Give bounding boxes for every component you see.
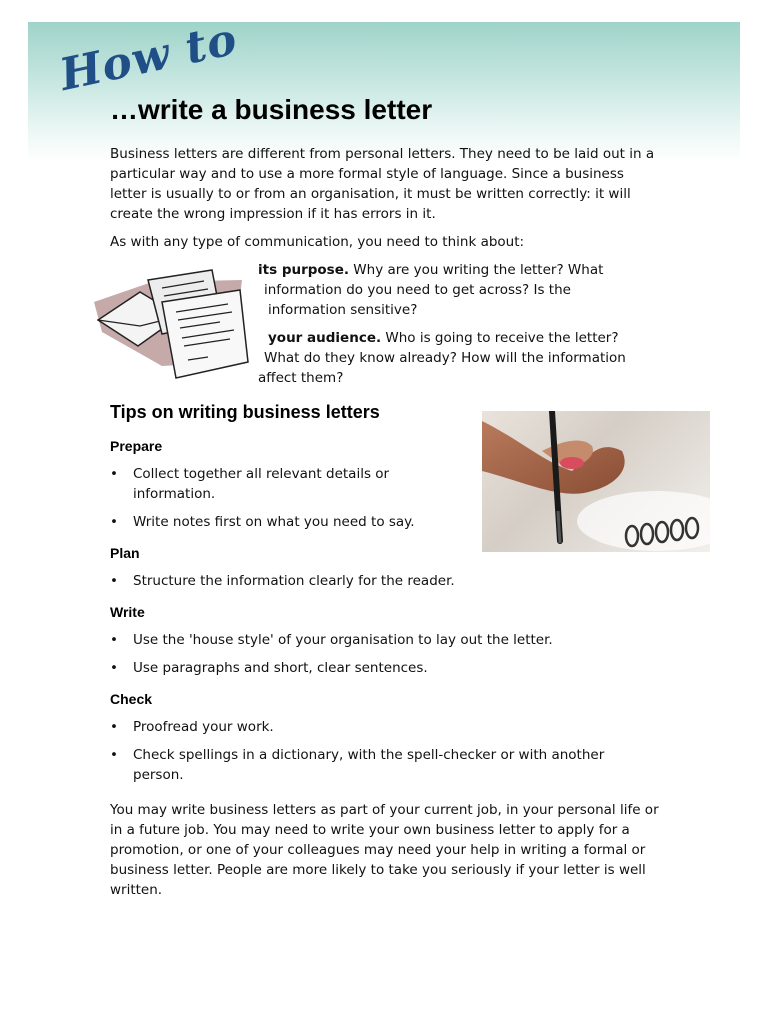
plan-heading: Plan <box>110 545 140 561</box>
audience-point: your audience. Who is going to receive the letter? What do they know already? How will the information affect them? <box>258 330 626 386</box>
list-item: • Use paragraphs and short, clear sentences. <box>110 660 428 676</box>
how-to-script-title: How to <box>55 13 242 102</box>
intro-paragraph: Business letters are different from personal letters. They need to be laid out in a particular way and to use a more formal style of language. Since a business letter is usually to or from an organisation, it must be written correctly: it will create the wrong impression if it has errors in it. <box>110 146 655 222</box>
intro-lead: As with any type of communication, you need to think about: <box>110 234 525 250</box>
check-heading: Check <box>110 691 153 707</box>
closing-paragraph: You may write business letters as part of your current job, in your personal life or in a future job. You may need to write your own business letter to apply for a promotion, or one of your colleagues may need your help in writing a formal or business letter. People are more likely to take you seriously if your letter is well written. <box>110 802 659 898</box>
purpose-point: its purpose. Why are you writing the letter? What information do you need to get across? Is the information sensitive? <box>258 262 604 318</box>
page-title: …write a business letter <box>110 94 433 125</box>
list-item: • Write notes first on what you need to say. <box>110 514 415 530</box>
list-item: • Proofread your work. <box>110 719 274 735</box>
list-item: • Use the 'house style' of your organisation to lay out the letter. <box>110 632 553 648</box>
write-heading: Write <box>110 604 145 620</box>
tips-heading: Tips on writing business letters <box>110 402 380 422</box>
list-item: • Collect together all relevant details or information. <box>110 466 390 502</box>
letters-envelope-illustration <box>92 262 252 382</box>
prepare-heading: Prepare <box>110 438 163 454</box>
list-item: • Structure the information clearly for the reader. <box>110 573 455 589</box>
list-item: • Check spellings in a dictionary, with the spell-checker or with another person. <box>110 747 605 783</box>
